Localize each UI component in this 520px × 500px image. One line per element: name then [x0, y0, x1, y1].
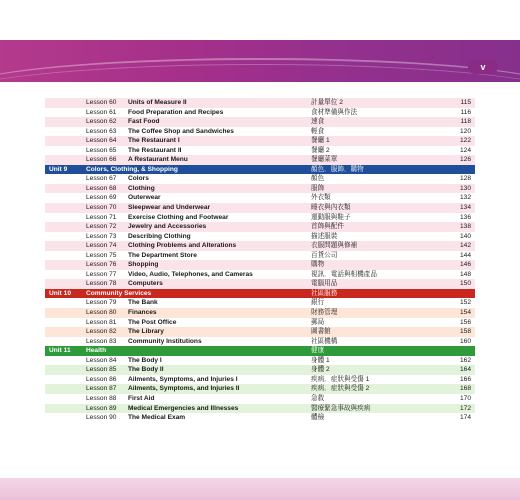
lesson-title-chinese: 疾病．症狀與受傷 2 [311, 385, 370, 393]
lesson-title: Colors [128, 175, 149, 183]
lesson-title: Describing Clothing [128, 232, 191, 240]
lesson-title-chinese: 郵局 [311, 318, 325, 326]
lesson-row [45, 155, 475, 165]
lesson-title-chinese: 輕食 [311, 127, 325, 135]
lesson-row [45, 108, 475, 118]
lesson-row [45, 337, 475, 347]
lesson-title-chinese: 描述服裝 [311, 232, 338, 240]
lesson-page: 156 [459, 318, 471, 326]
lesson-number: Lesson 70 [86, 204, 117, 212]
lesson-title: Sleepwear and Underwear [128, 204, 211, 212]
lesson-title-chinese: 圖書館 [311, 328, 331, 336]
lesson-row [45, 251, 475, 261]
lesson-title: Jewelry and Accessories [128, 223, 207, 231]
unit-title-chinese: 顏色．服飾．購物 [311, 165, 364, 173]
unit-header [45, 289, 475, 299]
lesson-number: Lesson 76 [86, 261, 117, 269]
lesson-number: Lesson 60 [86, 99, 117, 106]
lesson-row [45, 298, 475, 308]
lesson-title: Units of Measure II [128, 99, 187, 106]
lesson-row [45, 117, 475, 127]
lesson-number: Lesson 77 [86, 270, 117, 278]
lesson-row [45, 241, 475, 251]
lesson-title: The Body II [128, 366, 164, 374]
lesson-page: 140 [459, 232, 471, 240]
lesson-page: 158 [459, 328, 471, 336]
lesson-row [45, 279, 475, 289]
lesson-number: Lesson 88 [86, 394, 117, 402]
lesson-title: The Post Office [128, 318, 177, 326]
lesson-number: Lesson 90 [86, 414, 117, 422]
lesson-title: A Restaurant Menu [128, 156, 188, 164]
lesson-title: Computers [128, 280, 163, 288]
lesson-number: Lesson 69 [86, 194, 117, 202]
lesson-title-chinese: 衣服問題與修補 [311, 242, 358, 250]
lesson-number: Lesson 64 [86, 137, 117, 145]
unit-title-chinese: 健康 [311, 347, 325, 355]
lesson-number: Lesson 82 [86, 328, 117, 336]
lesson-page: 128 [459, 175, 471, 183]
lesson-page: 138 [459, 223, 471, 231]
lesson-title: The Body I [128, 356, 162, 364]
lesson-title-chinese: 電腦用品 [311, 280, 338, 288]
lesson-page: 130 [459, 184, 471, 192]
lesson-title-chinese: 計量單位 2 [311, 99, 343, 106]
lesson-title: The Medical Exam [128, 414, 186, 422]
lesson-title: Clothing Problems and Alterations [128, 242, 237, 250]
lesson-title: First Aid [128, 394, 155, 402]
lesson-page: 132 [459, 194, 471, 202]
lesson-title: Exercise Clothing and Footwear [128, 213, 229, 221]
lesson-number: Lesson 62 [86, 118, 117, 126]
lesson-number: Lesson 85 [86, 366, 117, 374]
unit-number: Unit 10 [49, 289, 71, 297]
lesson-number: Lesson 81 [86, 318, 117, 326]
lesson-title-chinese: 身體 2 [311, 366, 330, 374]
lesson-page: 144 [459, 251, 471, 259]
lesson-title-chinese: 餐廳菜單 [311, 156, 338, 164]
lesson-title: Medical Emergencies and Illnesses [128, 404, 239, 412]
lesson-title-chinese: 社區機構 [311, 337, 338, 345]
lesson-page: 174 [459, 414, 471, 422]
lesson-row [45, 384, 475, 394]
lesson-title-chinese: 急救 [311, 394, 325, 402]
lesson-title-chinese: 視訊．電話與相機產品 [311, 270, 377, 278]
lesson-page: 120 [459, 127, 471, 135]
lesson-row [45, 184, 475, 194]
lesson-page: 172 [459, 404, 471, 412]
lesson-row [45, 327, 475, 337]
lesson-number: Lesson 68 [86, 184, 117, 192]
lesson-number: Lesson 71 [86, 213, 117, 221]
unit-header [45, 346, 475, 356]
lesson-title: Ailments, Symptoms, and Injuries I [128, 375, 238, 383]
lesson-page: 154 [459, 309, 471, 317]
lesson-title-chinese: 百貨公司 [311, 251, 338, 259]
lesson-number: Lesson 80 [86, 309, 117, 317]
unit-number: Unit 11 [49, 347, 71, 355]
lesson-row [45, 404, 475, 414]
lesson-title-chinese: 銀行 [311, 299, 325, 307]
lesson-page: 124 [459, 146, 471, 154]
lesson-number: Lesson 73 [86, 232, 117, 240]
lesson-row [45, 356, 475, 366]
lesson-page: 152 [459, 299, 471, 307]
lesson-page: 136 [459, 213, 471, 221]
lesson-page: 164 [459, 366, 471, 374]
lesson-title-chinese: 運動服與鞋子 [311, 213, 351, 221]
page-number-badge: v [468, 60, 498, 74]
lesson-title: Ailments, Symptoms, and Injuries II [128, 385, 240, 393]
lesson-title: The Restaurant I [128, 137, 180, 145]
lesson-title-chinese: 身體 1 [311, 356, 330, 364]
lesson-row [45, 308, 475, 318]
lesson-page: 142 [459, 242, 471, 250]
unit-title: Community Services [86, 289, 152, 297]
unit-title: Colors, Clothing, & Shopping [86, 165, 178, 173]
lesson-number: Lesson 63 [86, 127, 117, 135]
lesson-number: Lesson 83 [86, 337, 117, 345]
lesson-page: 126 [459, 156, 471, 164]
lesson-row [45, 394, 475, 404]
lesson-number: Lesson 75 [86, 251, 117, 259]
lesson-row [45, 365, 475, 375]
lesson-title-chinese: 服飾 [311, 184, 325, 192]
unit-number: Unit 9 [49, 165, 68, 173]
lesson-page: 146 [459, 261, 471, 269]
lesson-number: Lesson 61 [86, 108, 117, 116]
lesson-title-chinese: 體檢 [311, 414, 325, 422]
lesson-title: The Bank [128, 299, 158, 307]
lesson-title-chinese: 食材準備與作法 [311, 108, 358, 116]
lesson-title-chinese: 外衣類 [311, 194, 331, 202]
lesson-number: Lesson 87 [86, 385, 117, 393]
lesson-row [45, 232, 475, 242]
lesson-title: Food Preparation and Recipes [128, 108, 224, 116]
lesson-page: 116 [460, 108, 471, 116]
lesson-page: 148 [459, 270, 471, 278]
header-banner [0, 40, 520, 82]
lesson-title-chinese: 睡衣與內衣類 [311, 204, 351, 212]
lesson-row [45, 136, 475, 146]
lesson-title-chinese: 購物 [311, 261, 325, 269]
lesson-title: Community Institutions [128, 337, 202, 345]
lesson-title-chinese: 醫療緊急事故與疾病 [311, 404, 371, 412]
lesson-row [45, 193, 475, 203]
lesson-number: Lesson 79 [86, 299, 117, 307]
lesson-number: Lesson 74 [86, 242, 117, 250]
lesson-row [45, 146, 475, 156]
table-of-contents [45, 98, 475, 423]
lesson-row [45, 318, 475, 328]
lesson-page: 166 [459, 375, 471, 383]
lesson-title: The Library [128, 328, 164, 336]
lesson-title-chinese: 餐廳 2 [311, 146, 330, 154]
lesson-title: Fast Food [128, 118, 160, 126]
lesson-title: Outerwear [128, 194, 161, 202]
lesson-page: 118 [460, 118, 471, 126]
lesson-title: The Restaurant II [128, 146, 182, 154]
lesson-title: Video, Audio, Telephones, and Cameras [128, 270, 253, 278]
lesson-row [45, 260, 475, 270]
unit-title: Health [86, 347, 107, 355]
lesson-title: Clothing [128, 184, 155, 192]
lesson-title: Shopping [128, 261, 159, 269]
lesson-page: 150 [459, 280, 471, 288]
lesson-page: 168 [459, 385, 471, 393]
lesson-row [45, 222, 475, 232]
lesson-row [45, 213, 475, 223]
lesson-page: 134 [459, 204, 471, 212]
lesson-number: Lesson 66 [86, 156, 117, 164]
lesson-title-chinese: 速食 [311, 118, 325, 126]
lesson-title: The Department Store [128, 251, 197, 259]
lesson-page: 162 [459, 356, 471, 364]
unit-header [45, 165, 475, 175]
lesson-number: Lesson 84 [86, 356, 117, 364]
lesson-title-chinese: 財務管理 [311, 309, 338, 317]
lesson-row [45, 375, 475, 385]
lesson-title-chinese: 顏色 [311, 175, 325, 183]
lesson-row [45, 203, 475, 213]
lesson-row [45, 98, 475, 108]
lesson-page: 170 [459, 394, 471, 402]
lesson-number: Lesson 86 [86, 375, 117, 383]
lesson-number: Lesson 78 [86, 280, 117, 288]
lesson-page: 160 [459, 337, 471, 345]
lesson-title: Finances [128, 309, 157, 317]
lesson-row [45, 174, 475, 184]
lesson-title-chinese: 首飾與配件 [311, 223, 344, 231]
lesson-row [45, 270, 475, 280]
lesson-title: The Coffee Shop and Sandwiches [128, 127, 234, 135]
lesson-page: 115 [460, 99, 471, 106]
lesson-title-chinese: 疾病．症狀與受傷 1 [311, 375, 370, 383]
lesson-page: 122 [459, 137, 471, 145]
lesson-number: Lesson 67 [86, 175, 117, 183]
lesson-title-chinese: 餐廳 1 [311, 137, 330, 145]
footer-band [0, 478, 520, 500]
lesson-number: Lesson 89 [86, 404, 117, 412]
lesson-row [45, 127, 475, 137]
unit-title-chinese: 社區服務 [311, 289, 338, 297]
lesson-row [45, 413, 475, 423]
lesson-number: Lesson 65 [86, 146, 117, 154]
lesson-number: Lesson 72 [86, 223, 117, 231]
